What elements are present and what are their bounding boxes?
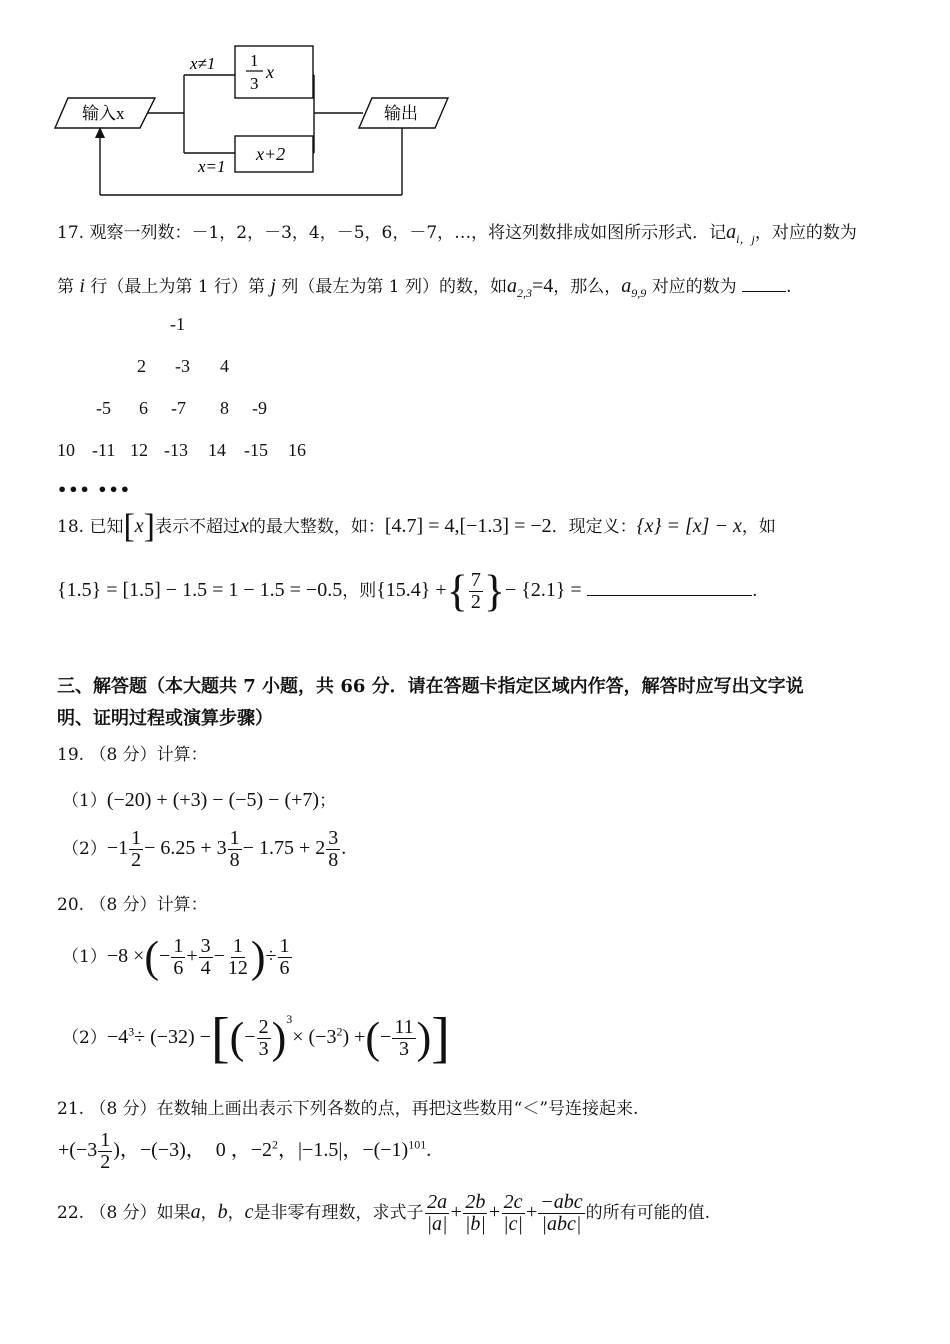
triangle-row-1: -1 bbox=[170, 314, 185, 334]
section3-heading-line2: 明、证明过程或演算步骤） bbox=[57, 708, 273, 729]
q17-a23: $a_{2,3}$ bbox=[507, 275, 532, 300]
flowchart bbox=[50, 38, 470, 203]
q19-part2: （2）−1 $\frac{1}{2}$ − 6.25 + 3 $\frac{1}{8}$ − 1.75 + 2 $\frac{3}{8}$ . bbox=[62, 827, 347, 871]
q21-numbers: +(−3 $\frac{1}{2}$ )，−(−3)， 0 ，$-2^2$，|−1.5|，$-(-1)^{101}$. bbox=[58, 1129, 432, 1173]
triangle-ellipsis: ••• ••• bbox=[57, 480, 131, 499]
q20-part2: $(2)-4^3\div (-32)$ −[(− $\frac{2}{3}$ )$^3\times (-3^2)$ +(− $\frac{11}{3}$ )] bbox=[62, 1007, 450, 1070]
q20-title: 20. （8 分）计算： bbox=[57, 895, 208, 915]
q18-example-frac: {1.5} = [1.5] − 1.5 = 1 − 1.5 = −0.5 bbox=[57, 579, 343, 602]
q18-line2: {1.5} = [1.5] − 1.5 = 1 − 1.5 = −0.5，则{15.4} +{ $\frac{7}{2}$ }− {2.1} = . bbox=[57, 566, 758, 616]
triangle-row-2: 2 -3 4 bbox=[137, 356, 229, 376]
condition-bottom: x=1 bbox=[198, 157, 226, 176]
output-label: 输出 bbox=[384, 104, 418, 123]
q22-line: 22. （8 分）如果a，b，c是非零有理数，求式子 $\frac{2a}{|a|}$ + $\frac{2b}{|b|}$ + $\frac{2c}{|c|}$ + $\frac{\text{−abc}}{\text{|abc|}}$ 的所有可能的值. bbox=[57, 1191, 711, 1235]
triangle-row-4: 10 -11 12 -13 14 -15 16 bbox=[57, 440, 306, 460]
box-top-denominator: 3 bbox=[250, 74, 259, 93]
q17-answer-blank[interactable] bbox=[742, 291, 786, 292]
q18-definition: {x} = [x] − x bbox=[636, 515, 742, 537]
box-top-variable: x bbox=[266, 62, 274, 82]
q17-line2: 第 i 行（最上为第 1 行）第 j 列（最左为第 1 列）的数，如$a_{2,3}=4$，那么，$a_{9,9}$ 对应的数为 . bbox=[57, 275, 792, 300]
section3-heading-line1: 三、解答题（本大题共 7 小题，共 66 分．请在答题卡指定区域内作答，解答时应写出文字说 bbox=[57, 676, 804, 697]
q21-title: 21. （8 分）在数轴上画出表示下列各数的点，再把这些数用“＜”号连接起来. bbox=[57, 1099, 639, 1119]
q18-line1: 18. 已知[x]表示不超过x的最大整数，如：[4.7] = 4,[−1.3] = −2．现定义：{x} = [x] − x，如 bbox=[57, 508, 776, 546]
q17-text-a: 17. 观察一列数：－1，2，－3，4，－5，6，－7，…，将这列数排成如图所示形式．记 bbox=[57, 223, 727, 243]
box-bottom-label: x+2 bbox=[256, 144, 286, 164]
q17-aij: $a_{i,j}$ bbox=[726, 221, 755, 246]
q18-example-floor: [4.7] = 4,[−1.3] = −2 bbox=[384, 515, 552, 537]
box-top bbox=[235, 46, 313, 98]
q17-text-b: ，对应的数为 bbox=[754, 223, 857, 243]
q17-line1 bbox=[57, 218, 857, 247]
q17-a99: $a_{9,9}$ bbox=[621, 275, 647, 300]
triangle-row-3: -5 6 -7 8 -9 bbox=[96, 398, 267, 418]
q20-part1: （1）−8 ×(− $\frac{1}{6}$ + $\frac{3}{4}$ − $\frac{1}{12}$ )÷ $\frac{1}{6}$ bbox=[62, 932, 290, 982]
q18-answer-blank[interactable] bbox=[587, 595, 752, 596]
q19-part1: （1）(−20) + (+3) − (−5) − (+7)； bbox=[62, 789, 337, 811]
box-top-numerator: 1 bbox=[250, 51, 259, 70]
q19-title: 19. （8 分）计算： bbox=[57, 745, 208, 765]
input-label: 输入x bbox=[82, 104, 125, 123]
condition-top: x≠1 bbox=[190, 54, 216, 73]
